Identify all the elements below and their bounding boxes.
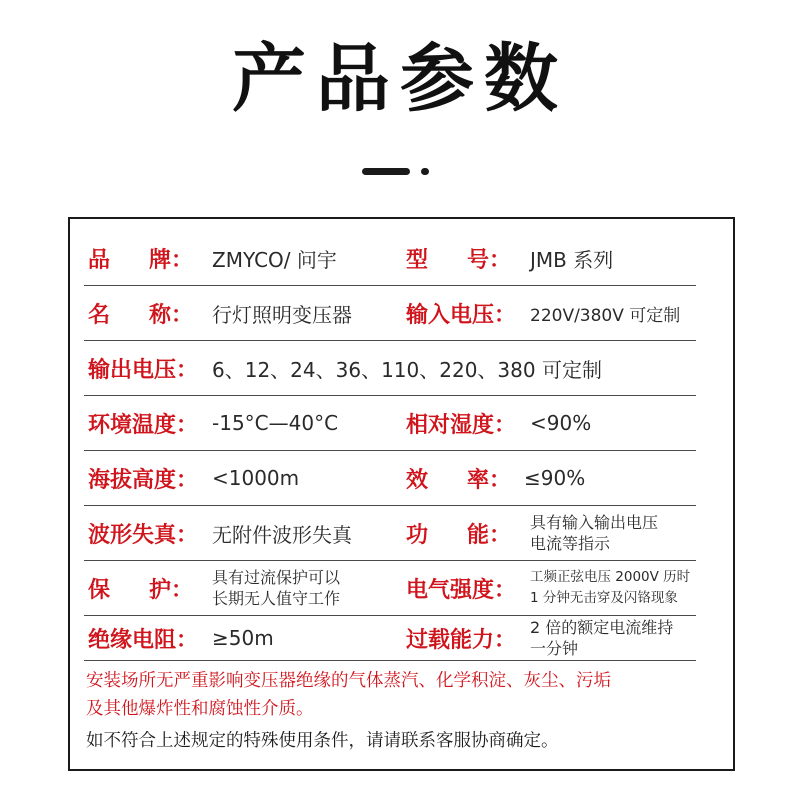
efficiency-label bbox=[406, 451, 511, 505]
installation-note-red-line-2: 及其他爆炸性和腐蚀性介质。 bbox=[86, 699, 314, 719]
efficiency-value: ≤90% bbox=[524, 466, 586, 490]
relative-humidity-label: 相对湿度： bbox=[406, 412, 517, 438]
protection-label-b: 护： bbox=[148, 577, 193, 603]
waveform-distortion-label: 波形失真： bbox=[88, 522, 199, 548]
electrical-strength-value-line-2: 1 分钟无击穿及闪铬现象 bbox=[530, 590, 678, 606]
spec-row-temperature-humidity bbox=[84, 396, 696, 451]
electrical-strength-value bbox=[530, 561, 690, 615]
name-value: 行灯照明变压器 bbox=[212, 302, 352, 327]
protection-value-line-1: 具有过流保护可以 bbox=[212, 568, 341, 587]
spec-row-altitude-efficiency bbox=[84, 451, 696, 506]
spec-row-distortion-function bbox=[84, 506, 696, 561]
output-voltage-label: 输出电压： bbox=[88, 357, 199, 383]
protection-value bbox=[212, 561, 340, 615]
installation-note-red-line-1: 安装场所无严重影响变压器绝缘的气体蒸汽、化学积淀、灰尘、污垢 bbox=[86, 671, 611, 691]
title-underline-dot bbox=[421, 168, 429, 175]
protection-label bbox=[88, 561, 193, 615]
function-value-line-1: 具有输入输出电压 bbox=[530, 513, 659, 532]
brand-label-a: 品 bbox=[88, 247, 111, 273]
spec-table bbox=[68, 217, 735, 771]
title-underline-dash bbox=[362, 168, 410, 175]
electrical-strength-label: 电气强度： bbox=[406, 577, 517, 603]
insulation-resistance-label: 绝缘电阻： bbox=[88, 627, 199, 653]
spec-row-name-input-voltage bbox=[84, 286, 696, 341]
ambient-temperature-label: 环境温度： bbox=[88, 412, 199, 438]
brand-label-b: 牌： bbox=[148, 247, 193, 273]
spec-row-protection-strength bbox=[84, 561, 696, 616]
input-voltage-value: 220V/380V 可定制 bbox=[530, 305, 681, 326]
function-label bbox=[406, 506, 511, 560]
function-value-line-2: 电流等指示 bbox=[530, 534, 611, 553]
overload-capacity-value-line-2: 一分钟 bbox=[530, 639, 579, 658]
overload-capacity-value-line-1: 2 倍的额定电流维持 bbox=[530, 618, 674, 637]
function-label-a: 功 bbox=[406, 522, 429, 548]
waveform-distortion-value: 无附件波形失真 bbox=[212, 522, 352, 547]
model-value: JMB 系列 bbox=[530, 247, 614, 272]
function-value bbox=[530, 506, 658, 560]
efficiency-label-b: 率： bbox=[466, 467, 511, 493]
spec-row-brand-model bbox=[84, 231, 696, 286]
spec-row-output-voltage bbox=[84, 341, 696, 396]
overload-capacity-value bbox=[530, 616, 673, 660]
spec-row-insulation-overload bbox=[84, 616, 696, 661]
name-label bbox=[88, 286, 193, 340]
function-label-b: 能： bbox=[466, 522, 511, 548]
electrical-strength-value-line-1: 工频正弦电压 2000V 历时 bbox=[530, 569, 691, 585]
protection-label-a: 保 bbox=[88, 577, 111, 603]
name-label-b: 称： bbox=[148, 302, 193, 328]
protection-value-line-2: 长期无人值守工作 bbox=[212, 589, 341, 608]
installation-note-contact: 如不符合上述规定的特殊使用条件，请请联系客服协商确定。 bbox=[86, 731, 559, 751]
brand-label bbox=[88, 231, 193, 285]
insulation-resistance-value: ≥50m bbox=[212, 626, 274, 650]
model-label-b: 号： bbox=[466, 247, 511, 273]
overload-capacity-label: 过载能力： bbox=[406, 627, 517, 653]
altitude-value: <1000m bbox=[212, 466, 300, 490]
altitude-label: 海拔高度： bbox=[88, 467, 199, 493]
input-voltage-label: 输入电压： bbox=[406, 302, 517, 328]
efficiency-label-a: 效 bbox=[406, 467, 429, 493]
brand-value: ZMYCO/ 问宇 bbox=[212, 247, 337, 272]
page-title: 产品参数 bbox=[232, 36, 568, 122]
model-label-a: 型 bbox=[406, 247, 429, 273]
ambient-temperature-value: -15°C—40°C bbox=[212, 411, 339, 435]
model-label bbox=[406, 231, 511, 285]
installation-notes bbox=[86, 667, 726, 755]
name-label-a: 名 bbox=[88, 302, 111, 328]
output-voltage-value: 6、12、24、36、110、220、380 可定制 bbox=[212, 357, 602, 382]
relative-humidity-value: <90% bbox=[530, 411, 592, 435]
